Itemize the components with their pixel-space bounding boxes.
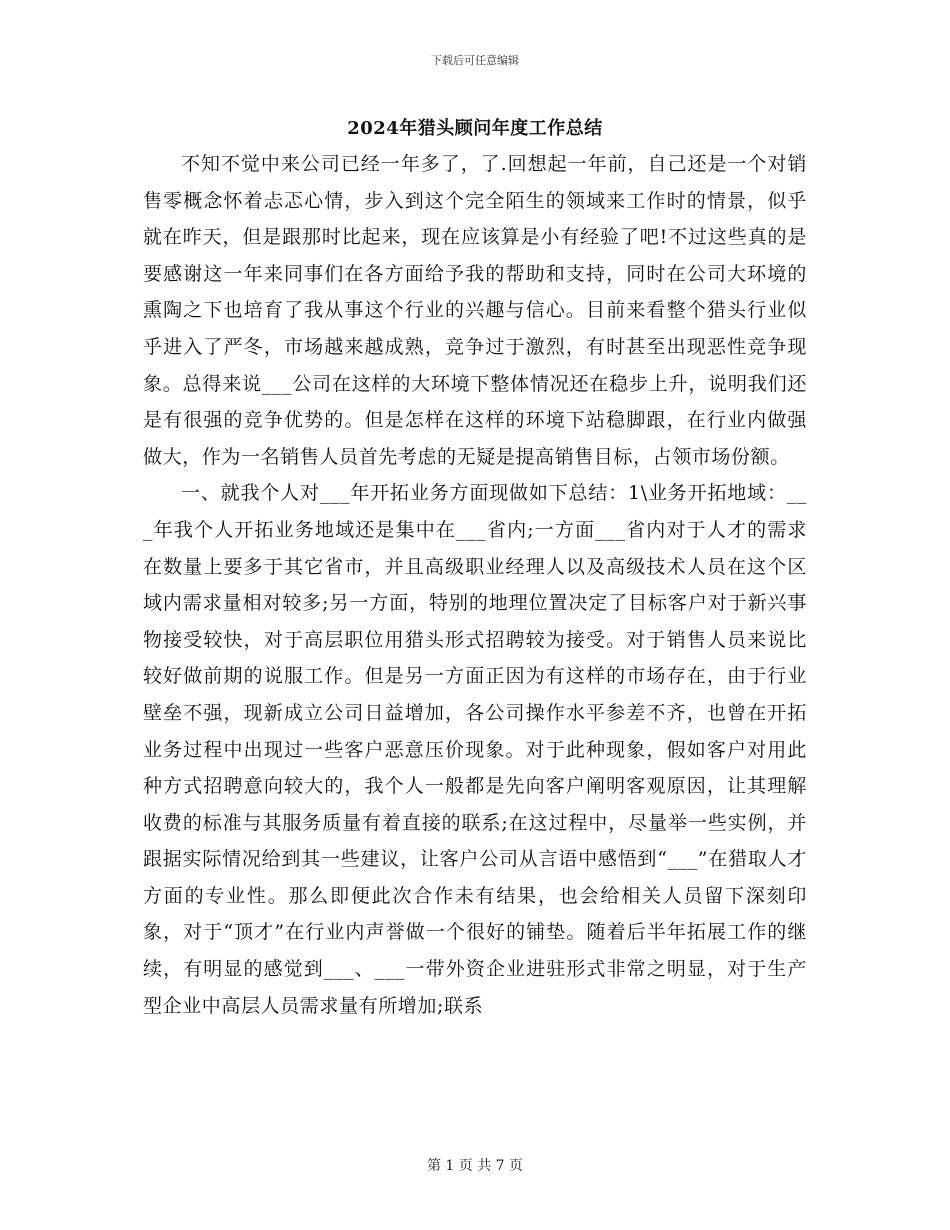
body-paragraph-2: 一、就我个人对___年开拓业务方面现做如下总结：1\业务开拓地域：___年我个人开拓业务地域还是集中在___省内;一方面___省内对于人才的需求在数量上要多于其它省市，并且高级职业经理人以及高级技术人员在这个区域内需求量相对较多;另一方面，特别的地理位置决定了目标客户对于新兴事物接受较快，对于高层职位用猎头形式招聘较为接受。对于销售人员来说比较好做前期的说服工作。但是另一方面正因为有这样的市场存在，由于行业壁垒不强，现新成立公司日益增加，各公司操作水平参差不齐，也曾在开拓业务过程中出现过一些客户恶意压价现象。对于此种现象，假如客户对用此种方式招聘意向较大的，我个人一般都是先向客户阐明客观原因，让其理解收费的标准与其服务质量有着直接的联系;在这过程中，尽量举一些实例，并跟据实际情况给到其一些建议，让客户公司从言语中感悟到“___”在猎取人才方面的专业性。那么即便此次合作未有结果，也会给相关人员留下深刻印象，对于“顶才”在行业内声誉做一个很好的铺垫。随着后半年拓展工作的继续，有明显的感觉到___、___一带外资企业进驻形式非常之明显，对于生产型企业中高层人员需求量有所增加;联系: [143, 482, 807, 1017]
page-header-note: 下载后可任意编辑: [431, 54, 519, 67]
page-number: 第 1 页 共 7 页: [426, 1158, 524, 1174]
document-body: [143, 146, 807, 1024]
body-paragraph-1: 不知不觉中来公司已经一年多了，了.回想起一年前，自己还是一个对销售零概念怀着忐忑心情，步入到这个完全陌生的领域来工作时的情景，似乎就在昨天，但是跟那时比起来，现在应该算是小有经验了吧!不过这些真的是要感谢这一年来同事们在各方面给予我的帮助和支持，同时在公司大环境的熏陶之下也培育了我从事这个行业的兴趣与信心。目前来看整个猎头行业似乎进入了严冬，市场越来越成熟，竞争过于激烈，有时甚至出现恶性竞争现象。总得来说___公司在这样的大环境下整体情况还在稳步上升，说明我们还是有很强的竞争优势的。但是怎样在这样的环境下站稳脚跟，在行业内做强做大，作为一名销售人员首先考虑的无疑是提高销售目标，占领市场份额。: [143, 153, 807, 468]
document-title: 2024年猎头顾问年度工作总结: [347, 118, 603, 139]
